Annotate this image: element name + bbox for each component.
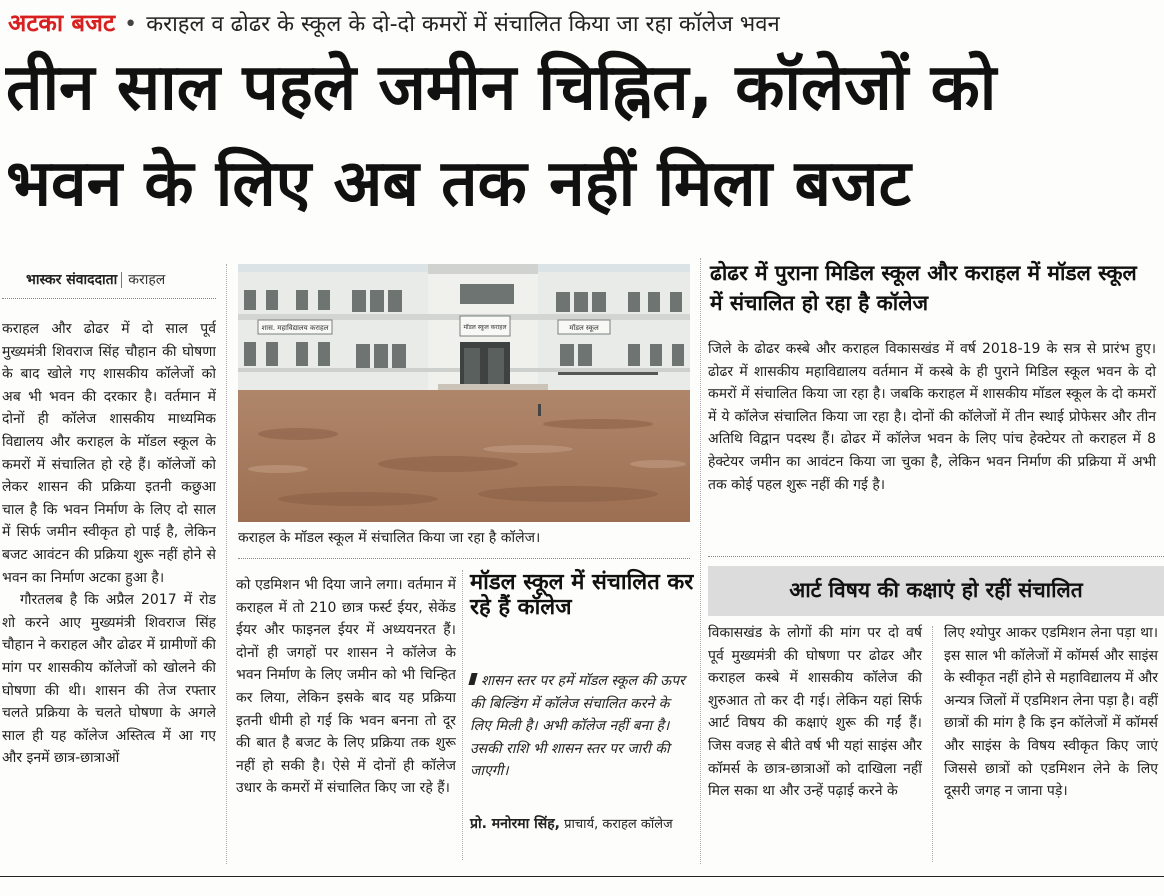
column-divider <box>226 264 227 864</box>
school-photo <box>238 264 690 522</box>
kicker-bullet: • <box>124 12 138 37</box>
quote-attribution <box>470 814 690 835</box>
main-story-paragraph-2: गौरतलब है कि अप्रैल 2017 में रोड शो करने आए मुख्यमंत्री शिवराज सिंह चौहान ने कराहल और ढोढर में ग्रामीणों की मांग पर शासकीय कॉलेजों को खोलने की घोषणा की थी। शासन की तेज रफ्तार चलते प्रक्रिया के चलते घोषणा के अगले साल ही यह कॉलेज अस्तित्व में आ गए और इनमें छात्र-छात्राओं <box>2 592 216 767</box>
sign-center: मॉडल स्कूल कराहल <box>463 324 507 331</box>
art-story-column-1 <box>708 622 922 803</box>
sign-right: मॉडल स्कूल <box>569 324 599 332</box>
art-story-heading: आर्ट विषय की कक्षाएं हो रहीं संचालित <box>789 578 1083 602</box>
quote-marker <box>468 673 477 685</box>
main-story-paragraph-1: कराहल और ढोढर में दो साल पूर्व मुख्यमंत्री शिवराज सिंह चौहान की घोषणा के बाद खोले गए शासकीय कॉलेजों को अब भी भवन की दरकार है। वर्तमान में दोनों ही कॉलेज शासकीय माध्यमिक विद्यालय और कराहल के मॉडल स्कूल के कमरों में संचालित हो रहे हैं। कॉलेजों को लेकर शासन की प्रक्रिया इतनी कछुआ चाल है कि भवन निर्माण के लिए दो साल में सिर्फ जमीन स्वीकृत हो पाई है, लेकिन बजट आवंटन की प्रक्रिया शुरू नहीं होने से भवन का निर्माण अटका हुआ है। <box>2 321 216 586</box>
kicker-line <box>8 6 1158 42</box>
main-story-column-2 <box>236 574 456 864</box>
kicker-label: अटका बजट <box>8 9 116 37</box>
headline-line-2: भवन के लिए अब तक नहीं मिला बजट <box>6 147 911 221</box>
column-divider <box>932 626 933 862</box>
byline-location: कराहल <box>121 272 165 288</box>
byline-divider <box>2 298 216 299</box>
main-story-column-1 <box>2 318 216 858</box>
quote-author: प्रो. मनोरमा सिंह, <box>470 816 560 832</box>
quote-body <box>470 670 690 783</box>
caption-divider <box>238 558 690 559</box>
side-story-text: जिले के ढोढर कस्बे और कराहल विकासखंड में वर्ष 2018-19 के सत्र से प्रारंभ हुए। ढोढर में शासकीय महाविद्यालय वर्तमान में कस्बे के ही पुराने मिडिल स्कूल भवन के दो कमरों में संचालित किया जा रहा है। जबकि कराहल में शासकीय मॉडल स्कूल के दो कमरों में ये कॉलेज संचालित किया जा रहा है। दोनों की कॉलेजों में तीन स्थाई प्रोफेसर और तीन अतिथि विद्वान पदस्थ हैं। ढोढर में कॉलेज भवन के लिए पांच हेक्टेयर तो कराहल में 8 हेक्टेयर जमीन का आवंटन किया जा चुका है, लेकिन भवन निर्माण की प्रक्रिया में अभी तक कोई पहल शुरू नहीं की गई है। <box>708 341 1156 493</box>
photo-caption: कराहल के मॉडल स्कूल में संचालित किया जा रहा है कॉलेज। <box>238 530 541 546</box>
bottom-rule <box>0 876 1164 877</box>
quote-text: शासन स्तर पर हमें मॉडल स्कूल की ऊपर की बिल्डिंग में कॉलेज संचालित करने के लिए मिली है। अभी कॉलेज नहीं बना है। उसकी राशि भी शासन स्तर पर जारी की जाएगी। <box>470 673 685 779</box>
column-divider <box>462 570 463 860</box>
kicker-text: कराहल व ढोढर के स्कूल के दो-दो कमरों में संचालित किया जा रहा कॉलेज भवन <box>146 12 780 37</box>
art-story-text-2: लिए श्योपुर आकर एडमिशन लेना पड़ा था। इस साल भी कॉलेजों में कॉमर्स और साइंस के स्वीकृत नहीं होने से महाविद्यालय में और अन्यत्र जिलों में एडमिशन लेना पड़ा है। वहीं छात्रों की मांग है कि इन कॉलेजों में कॉमर्स और साइंस के विषय स्वीकृत किए जाएं जिससे छात्रों को एडमिशन लेने के लिए दूसरी जगह न जाना पड़े। <box>944 625 1158 800</box>
headline-line-1: तीन साल पहले जमीन चिह्नित, कॉलेजों को <box>6 51 997 125</box>
main-story-paragraph-3: को एडमिशन भी दिया जाने लगा। वर्तमान में कराहल में तो 210 छात्र फर्स्ट ईयर, सेकेंड ईयर और फाइनल ईयर में अध्ययनरत हैं। दोनों ही जगहों पर शासन ने कॉलेज के भवन निर्माण के लिए जमीन को भी चिन्हित कर लिया, लेकिन इसके बाद यह प्रक्रिया इतनी धीमी हो गई कि भवन बनना तो दूर की बात है बजट के लिए प्रक्रिया तक शुरू नहीं हो सकी है। ऐसे में दोनों ही कॉलेज उधार के कमरों में संचालित किए जा रहे हैं। <box>236 577 456 797</box>
column-divider <box>700 258 701 864</box>
side-story-heading: ढोढर में पुराना मिडिल स्कूल और कराहल में मॉडल स्कूल में संचालित हो रहा है कॉलेज <box>710 261 1137 315</box>
byline <box>26 270 165 289</box>
art-story-text-1: विकासखंड के लोगों की मांग पर दो वर्ष पूर्व मुख्यमंत्री की घोषणा पर ढोढर और कराहल कस्बे में शासकीय कॉलेज की शुरुआत तो कर दी गई। लेकिन यहां सिर्फ आर्ट विषय की कक्षाएं शुरू की गईं हैं। जिस वजह से बीते वर्ष भी यहां साइंस और कॉमर्स के छात्र-छात्राओं को दाखिला नहीं मिल सका था और उन्हें पढ़ाई करने के <box>708 625 922 800</box>
quote-role: प्राचार्य, कराहल कॉलेज <box>564 817 673 832</box>
quote-heading: मॉडल स्कूल में संचालित कर रहे हैं कॉलेज <box>470 570 694 620</box>
sign-left: शास. महाविद्यालय कराहल <box>261 324 329 332</box>
byline-author: भास्कर संवाददाता <box>26 272 118 288</box>
art-story-column-2 <box>944 622 1158 803</box>
side-story-divider <box>708 556 1164 557</box>
school-building-illustration <box>238 264 690 522</box>
side-story-body <box>708 338 1156 496</box>
